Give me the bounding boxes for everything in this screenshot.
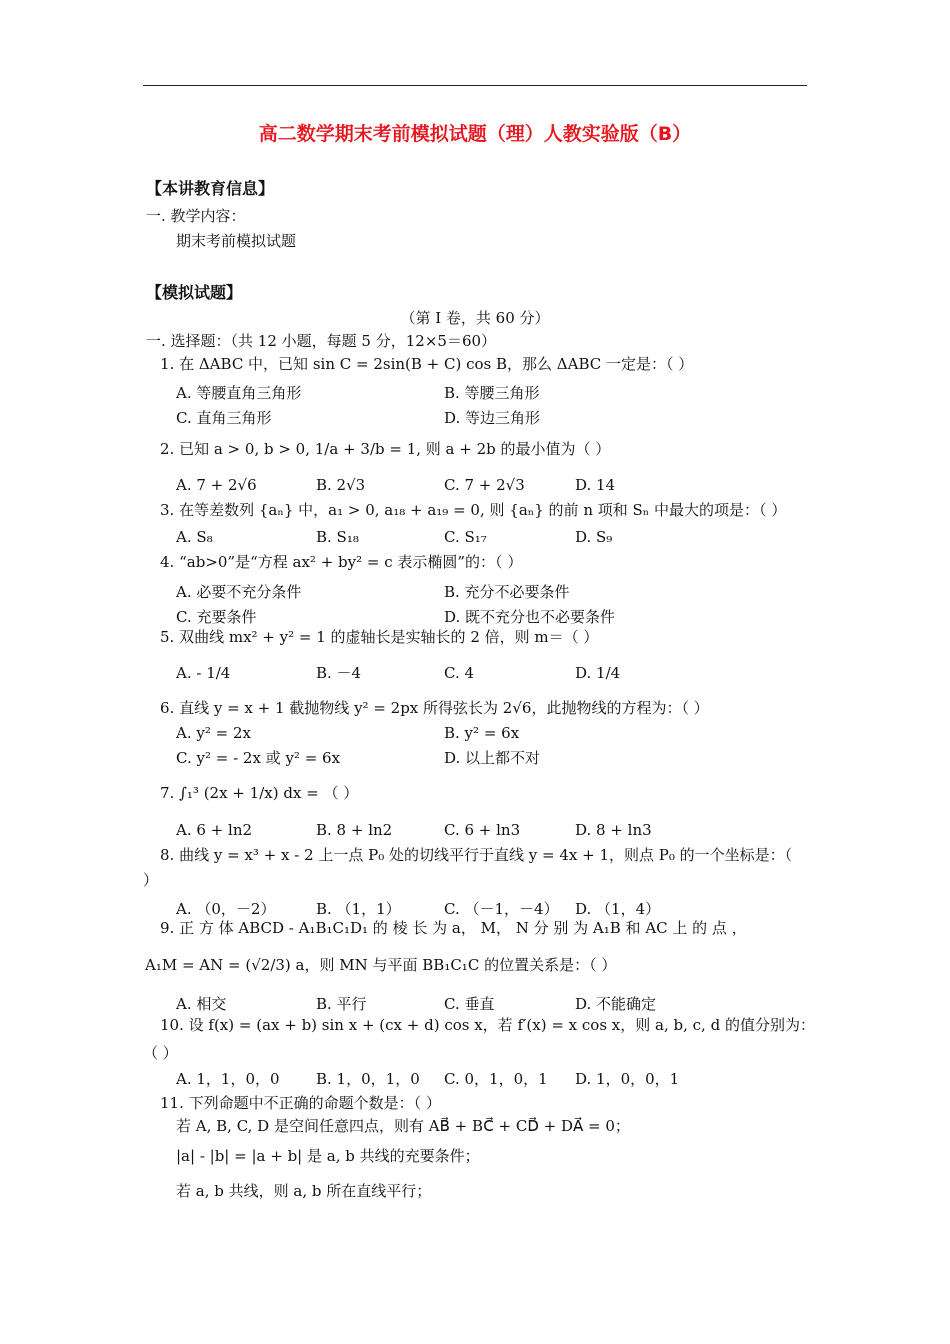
- question-line: A. 等腰直角三角形: [176, 384, 302, 402]
- question-line: 1. 在 ΔABC 中，已知 sin C = 2sin(B + C) cos B，那么 ΔABC 一定是：（ ）: [160, 355, 694, 373]
- question-line: D. 不能确定: [575, 995, 657, 1013]
- question-line: D. 既不充分也不必要条件: [444, 608, 616, 626]
- question-line: D. S₉: [575, 528, 613, 546]
- question-line: A₁M = AN = (√2/3) a，则 MN 与平面 BB₁C₁C 的位置关系是：（ ）: [145, 956, 617, 974]
- question-line: C. 充要条件: [176, 608, 257, 626]
- mc-heading: 一. 选择题：（共 12 小题，每题 5 分，12×5＝60）: [146, 332, 497, 350]
- question-line: A. 相交: [176, 995, 227, 1013]
- question-line: D. 以上都不对: [444, 749, 541, 767]
- question-line: C. 4: [444, 664, 475, 682]
- question-line: A. S₈: [176, 528, 213, 546]
- paper-part-label: （第 I 卷，共 60 分）: [400, 309, 550, 327]
- question-line: |a| - |b| = |a + b| 是 a, b 共线的充要条件；: [176, 1147, 480, 1165]
- question-line: C. （－1，－4）: [444, 900, 559, 918]
- question-line: B. （1，1）: [316, 900, 401, 918]
- question-line: B. 1，0，1，0: [316, 1070, 420, 1088]
- question-line: D. 14: [575, 476, 616, 494]
- question-line: D. 8 + ln3: [575, 821, 652, 839]
- question-line: C. 0，1，0，1: [444, 1070, 548, 1088]
- question-line: 8. 曲线 y = x³ + x - 2 上一点 P₀ 处的切线平行于直线 y = 4x + 1，则点 P₀ 的一个坐标是：（: [160, 846, 793, 864]
- question-line: D. 1/4: [575, 664, 621, 682]
- question-line: B. y² = 6x: [444, 724, 520, 742]
- page-title: 高二数学期末考前模拟试题（理）人教实验版（B）: [258, 123, 692, 145]
- question-line: 3. 在等差数列 {aₙ} 中，a₁ > 0, a₁₈ + a₁₉ = 0, 则 {aₙ} 的前 n 项和 Sₙ 中最大的项是：（ ）: [160, 501, 787, 519]
- question-line: D. 等边三角形: [444, 409, 541, 427]
- question-line: A. 1，1，0，0: [176, 1070, 280, 1088]
- question-line: B. 充分不必要条件: [444, 583, 570, 601]
- section-heading-exam: 【模拟试题】: [146, 283, 243, 302]
- question-line: B. 等腰三角形: [444, 384, 540, 402]
- question-line: 若 a, b 共线，则 a, b 所在直线平行；: [176, 1182, 432, 1200]
- question-line: 4. “ab>0”是“方程 ax² + by² = c 表示椭圆”的：（ ）: [160, 553, 523, 571]
- question-line: 7. ∫₁³ (2x + 1/x) dx = （ ）: [160, 784, 359, 802]
- question-line: D. 1，0，0，1: [575, 1070, 680, 1088]
- question-line: B. 2√3: [316, 476, 366, 494]
- question-line: 2. 已知 a > 0, b > 0, 1/a + 3/b = 1, 则 a + 2b 的最小值为（ ）: [160, 440, 611, 458]
- question-line: （ ）: [143, 1044, 178, 1062]
- question-line: A. 必要不充分条件: [176, 583, 302, 601]
- teach-label: 一. 教学内容：: [146, 207, 246, 225]
- question-line: 9. 正 方 体 ABCD - A₁B₁C₁D₁ 的 棱 长 为 a， M， N 分 别 为 A₁B 和 AC 上 的 点 ，: [160, 919, 747, 937]
- question-line: 5. 双曲线 mx² + y² = 1 的虚轴长是实轴长的 2 倍，则 m＝（ ）: [160, 628, 599, 646]
- question-line: A. - 1/4: [176, 664, 231, 682]
- question-line: 若 A, B, C, D 是空间任意四点，则有 AB⃗ + BC⃗ + CD⃗ + DA⃗ = 0；: [176, 1117, 630, 1135]
- question-line: C. 垂直: [444, 995, 495, 1013]
- question-line: C. 7 + 2√3: [444, 476, 525, 494]
- question-line: ）: [143, 871, 159, 889]
- question-line: D. （1，4）: [575, 900, 661, 918]
- question-line: C. S₁₇: [444, 528, 487, 546]
- question-line: B. －4: [316, 664, 362, 682]
- question-line: B. S₁₈: [316, 528, 359, 546]
- question-line: C. 直角三角形: [176, 409, 272, 427]
- teach-content: 期末考前模拟试题: [176, 232, 297, 250]
- question-line: B. 8 + ln2: [316, 821, 393, 839]
- question-line: 6. 直线 y = x + 1 截抛物线 y² = 2px 所得弦长为 2√6，此抛物线的方程为：（ ）: [160, 699, 709, 717]
- question-line: A. y² = 2x: [176, 724, 251, 742]
- question-line: C. y² = - 2x 或 y² = 6x: [176, 749, 341, 767]
- section-heading-info: 【本讲教育信息】: [146, 179, 275, 198]
- question-line: C. 6 + ln3: [444, 821, 521, 839]
- question-line: 11. 下列命题中不正确的命题个数是：（ ）: [160, 1094, 441, 1112]
- question-line: 10. 设 f(x) = (ax + b) sin x + (cx + d) cos x，若 f′(x) = x cos x，则 a, b, c, d 的值分别为：: [160, 1016, 815, 1034]
- question-line: A. 7 + 2√6: [176, 476, 257, 494]
- question-line: B. 平行: [316, 995, 367, 1013]
- header-rule: [143, 85, 807, 86]
- question-line: A. （0，－2）: [176, 900, 276, 918]
- question-line: A. 6 + ln2: [176, 821, 253, 839]
